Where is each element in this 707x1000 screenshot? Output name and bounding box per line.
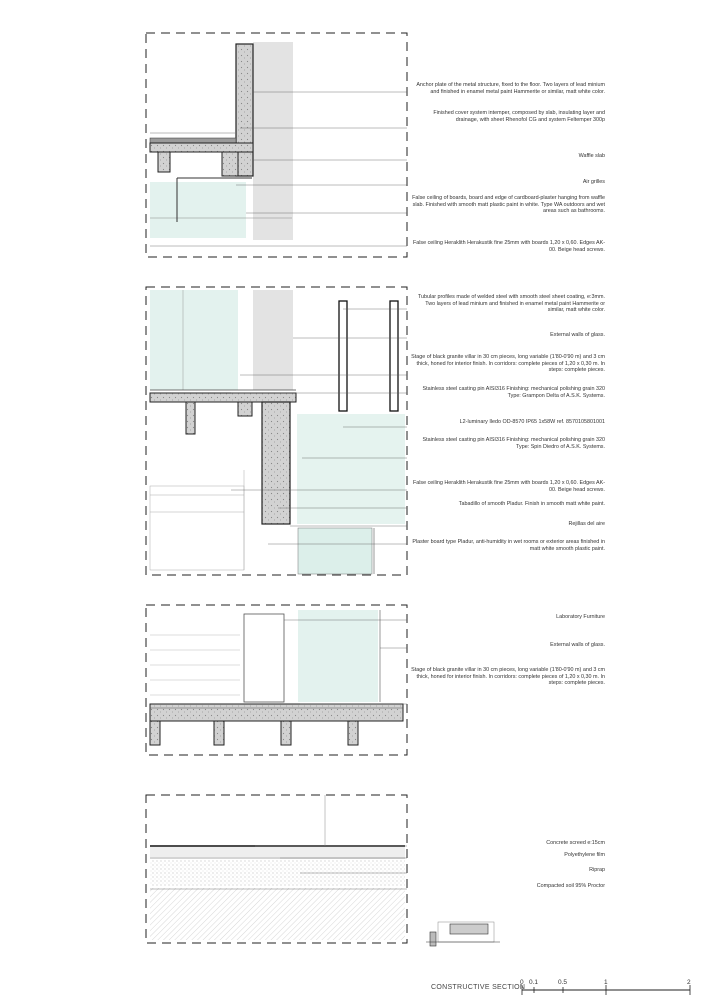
- annotation-compacted-soil: Compacted soil 95% Proctor: [536, 883, 605, 889]
- annotation-false-ceiling-boards: False ceiling of boards, board and edge of cardboard-plaster hanging from waffle slab. Finished with smooth matt plastic paint in white. Type WA outdoors and wet areas such as bathrooms.: [412, 195, 605, 215]
- annotation-air-grilles: Air grilles: [582, 179, 605, 185]
- key-plan-thumbnail: [426, 922, 500, 946]
- drawing-title: CONSTRUCTIVE SECTION: [431, 984, 526, 991]
- annotation-waffle-slab: Waffle slab: [578, 153, 605, 159]
- annotation-granite-stage-2: Stage of black granite villar in 30 cm pieces, long variable (1'80-0'90 m) and 3 cm thick, honed for interior finish. In corridors: complete pieces of 1,20 x 0,30 m. In steps: complete pieces.: [411, 667, 605, 687]
- annotation-polyethylene-film: Polyethylene film: [564, 852, 605, 858]
- detail-section-2: [146, 287, 407, 575]
- annotation-false-ceiling-heraklith-1: False ceiling Heraklith Herakustik fine 25mm with boards 1,20 x 0,60. Edges AK-00. Beige head screws.: [412, 240, 605, 253]
- scale-label-0: 0: [520, 979, 524, 986]
- annotation-tubular-profiles: Tubular profiles made of welded steel with smooth steel sheet coating, e:3mm. Two layers of lead minium and finished in enamel metal paint Hammerite or similar, matt white color.: [417, 294, 605, 314]
- detail-section-4: [146, 795, 407, 943]
- detail-section-3: [146, 605, 407, 755]
- annotation-plaster-board: Plaster board type Pladur, anti-humidity in wet rooms or exterior areas finished in matt white smooth plastic paint.: [412, 539, 605, 552]
- annotation-rejillas-aire: Rejillas del aire: [568, 521, 605, 527]
- annotation-casting-pin-diedro: Stainless steel casting pin AISI316 Finishing: mechanical polishing grain 320 Type: Spin Diedro of A.S.K. Systems.: [422, 437, 605, 450]
- annotation-granite-stage-1: Stage of black granite villar in 30 cm pieces, long variable (1'80-0'90 m) and 3 cm thick, honed for interior finish. In corridors: complete pieces of 1,20 x 0,30 m. In steps: complete pieces.: [411, 354, 605, 374]
- annotation-tabadillo: Tabadillo of smooth Pladur. Finish in smooth matt white paint.: [458, 501, 605, 507]
- annotation-external-glass-walls-1: External walls of glass.: [550, 332, 605, 338]
- annotation-external-glass-walls-2: External walls of glass.: [550, 642, 605, 648]
- annotation-riprap: Riprap: [589, 867, 605, 873]
- annotation-concrete-screed: Concrete screed e:15cm: [546, 840, 605, 846]
- annotation-casting-pin-delta: Stainless steel casting pin AISI316 Finishing: mechanical polishing grain 320 Type: Grampon Delta of A.S.K. Systems.: [422, 386, 605, 399]
- scale-label-2: 2: [687, 979, 691, 986]
- annotation-cover-system: Finished cover system intemper, composed by slab, insulating layer and drainage, with sheet Rhenofol CG and system Feltemper 300p: [433, 110, 605, 123]
- annotation-anchor-plate: Anchor plate of the metal structure, fixed to the floor. Two layers of lead minium and finished in enamel metal paint Hammerite or similar, matt white color.: [416, 82, 605, 95]
- scale-label-0-5: 0.5: [558, 979, 568, 986]
- annotation-false-ceiling-heraklith-2: False ceiling Heraklith Herakustik fine 25mm with boards 1,20 x 0,60. Edges AK-00. Beige head screws.: [412, 480, 605, 493]
- annotation-laboratory-furniture: Laboratory Furniture: [556, 614, 605, 620]
- annotation-luminary: L2-luminary Iledo OD-8570 IP65 1x58W ref. 8570105801001: [459, 419, 605, 425]
- scale-label-1: 1: [604, 979, 608, 986]
- detail-section-1: [146, 33, 407, 257]
- scale-bar: [522, 985, 690, 995]
- scale-label-0-1: 0.1: [529, 979, 539, 986]
